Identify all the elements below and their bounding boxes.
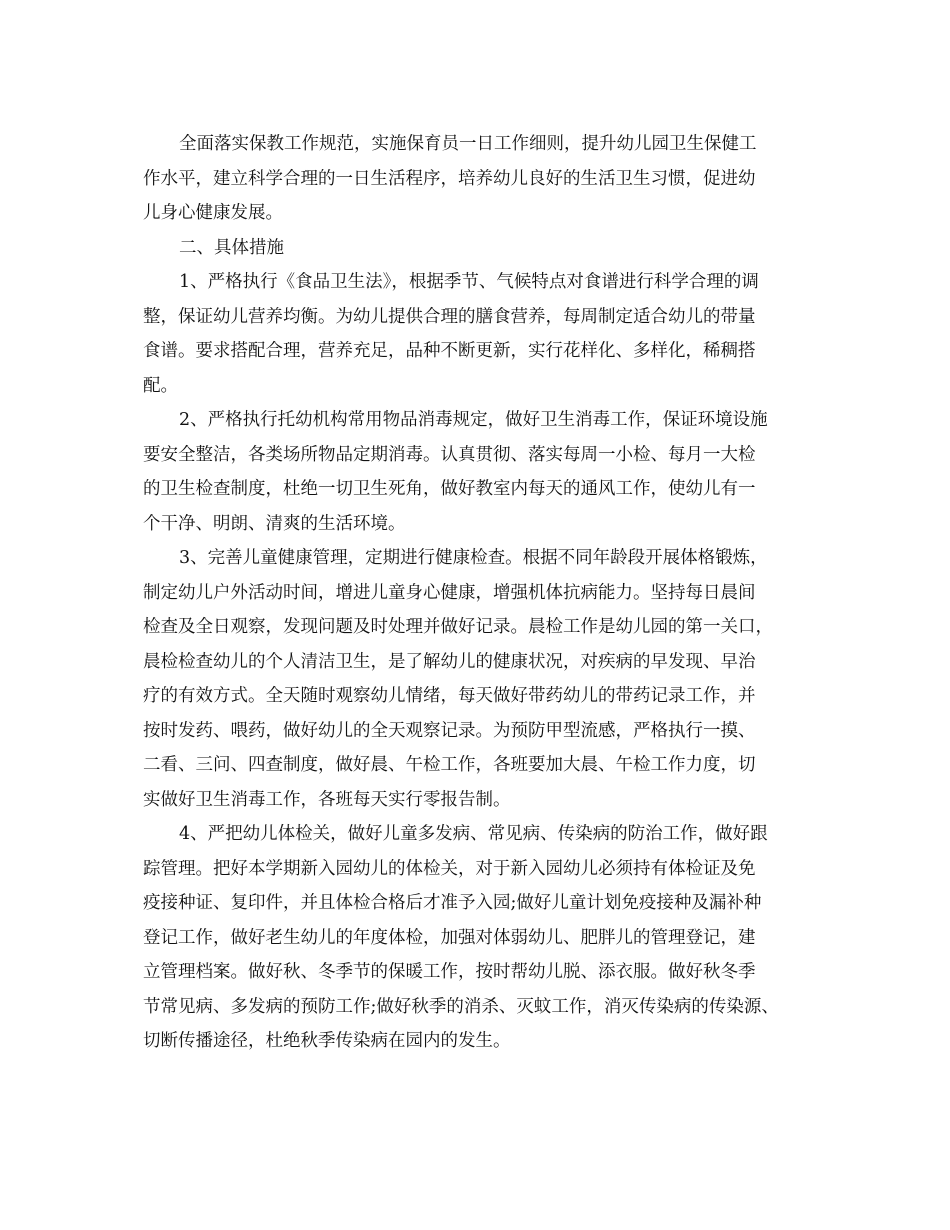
text-line: 实做好卫生消毒工作，各班每天实行零报告制。: [143, 789, 511, 810]
text-line: 登记工作，做好老生幼儿的年度体检，加强对体弱幼儿、肥胖儿的管理登记，建: [143, 927, 756, 948]
text-line: 踪管理。把好本学期新入园幼儿的体检关，对于新入园幼儿必须持有体检证及免: [143, 858, 756, 879]
text-line: 切断传播途径，杜绝秋季传染病在园内的发生。: [143, 1031, 511, 1051]
text-line: 要安全整洁，各类场所物品定期消毒。认真贯彻、落实每周一小检、每月一大检: [143, 444, 756, 465]
text-line: 食谱。要求搭配合理，营养充足，品种不断更新，实行花样化、多样化，稀稠搭: [143, 341, 756, 361]
text-line: 1、严格执行《食品卫生法》，根据季节、气候特点对食谱进行科学合理的调: [179, 272, 759, 292]
text-line: 整，保证幼儿营养均衡。为幼儿提供合理的膳食营养，每周制定适合幼儿的带量: [143, 306, 756, 327]
text-line: 儿身心健康发展。: [143, 203, 283, 223]
text-line: 节常见病、多发病的预防工作;做好秋季的消杀、灭蚊工作，消灭传染病的传染源、: [143, 996, 779, 1017]
text-line: 全面落实保教工作规范，实施保育员一日工作细则，提升幼儿园卫生保健工: [179, 134, 757, 154]
text-line: 立管理档案。做好秋、冬季节的保暖工作，按时帮幼儿脱、添衣服。做好秋冬季: [143, 962, 756, 982]
text-line: 作水平，建立科学合理的一日生活程序，培养幼儿良好的生活卫生习惯，促进幼: [143, 168, 756, 189]
text-line: 疫接种证、复印件，并且体检合格后才准予入园;做好儿童计划免疫接种及漏补种: [143, 893, 762, 913]
text-line: 检查及全日观察，发现问题及时处理并做好记录。晨检工作是幼儿园的第一关口，: [143, 617, 773, 637]
document-body: [143, 127, 823, 1059]
text-line: 的卫生检查制度，杜绝一切卫生死角，做好教室内每天的通风工作，使幼儿有一: [143, 479, 756, 499]
text-line: 二看、三问、四查制度，做好晨、午检工作，各班要加大晨、午检工作力度，切: [143, 755, 756, 775]
text-line: 晨检检查幼儿的个人清洁卫生，是了解幼儿的健康状况，对疾病的早发现、早治: [143, 651, 756, 672]
text-line: 个干净、明朗、清爽的生活环境。: [143, 513, 406, 534]
text-line: 4、严把幼儿体检关，做好儿童多发病、常见病、传染病的防治工作，做好跟: [179, 824, 768, 844]
text-line: 3、完善儿童健康管理，定期进行健康检查。根据不同年龄段开展体格锻炼，: [179, 548, 768, 568]
text-line: 2、严格执行托幼机构常用物品消毒规定，做好卫生消毒工作，保证环境设施: [179, 410, 768, 430]
text-line: 二、具体措施: [179, 237, 284, 258]
text-line: 疗的有效方式。全天随时观察幼儿情绪，每天做好带药幼儿的带药记录工作，并: [143, 686, 756, 706]
text-line: 按时发药、喂药，做好幼儿的全天观察记录。为预防甲型流感，严格执行一摸、: [143, 720, 756, 741]
text-line: 制定幼儿户外活动时间，增进儿童身心健康，增强机体抗病能力。坚持每日晨间: [143, 582, 756, 603]
text-line: 配。: [143, 375, 178, 396]
